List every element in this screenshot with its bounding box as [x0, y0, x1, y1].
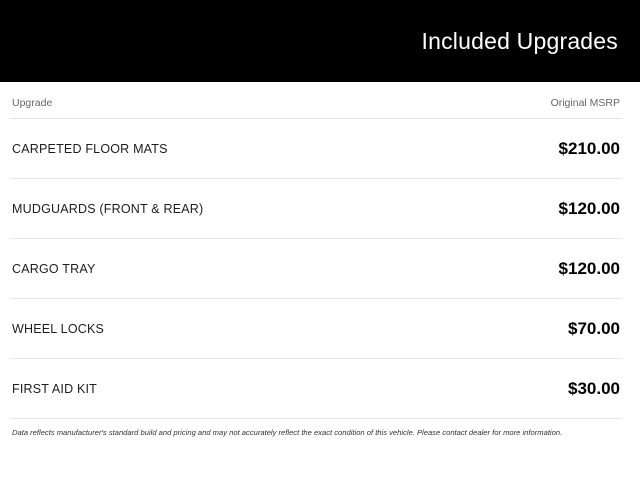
- table-header-row: [10, 82, 622, 119]
- upgrade-name: CARGO TRAY: [10, 239, 316, 299]
- upgrades-table: [10, 82, 622, 419]
- table-row: [10, 179, 622, 239]
- upgrade-price: $70.00: [316, 299, 622, 359]
- table-row: [10, 119, 622, 179]
- table-row: [10, 359, 622, 419]
- table-row: [10, 239, 622, 299]
- column-header-msrp: Original MSRP: [316, 82, 622, 119]
- page-title: Included Upgrades: [421, 27, 618, 54]
- disclaimer-text: Data reflects manufacturer's standard build and pricing and may not accurately reflect the exact condition of this vehicle. Please contact dealer for more information.: [12, 428, 563, 437]
- upgrade-price: $30.00: [316, 359, 622, 419]
- upgrade-name: MUDGUARDS (FRONT & REAR): [10, 179, 316, 239]
- table-body: [10, 119, 622, 419]
- upgrade-name: CARPETED FLOOR MATS: [10, 119, 316, 179]
- upgrade-name: FIRST AID KIT: [10, 359, 316, 419]
- page-content: [0, 82, 640, 480]
- upgrade-name: WHEEL LOCKS: [10, 299, 316, 359]
- table-header: [10, 82, 622, 119]
- upgrade-price: $120.00: [316, 239, 622, 299]
- upgrade-price: $210.00: [316, 119, 622, 179]
- column-header-upgrade: Upgrade: [10, 82, 316, 119]
- upgrade-price: $120.00: [316, 179, 622, 239]
- page-header: [0, 0, 640, 82]
- table-row: [10, 299, 622, 359]
